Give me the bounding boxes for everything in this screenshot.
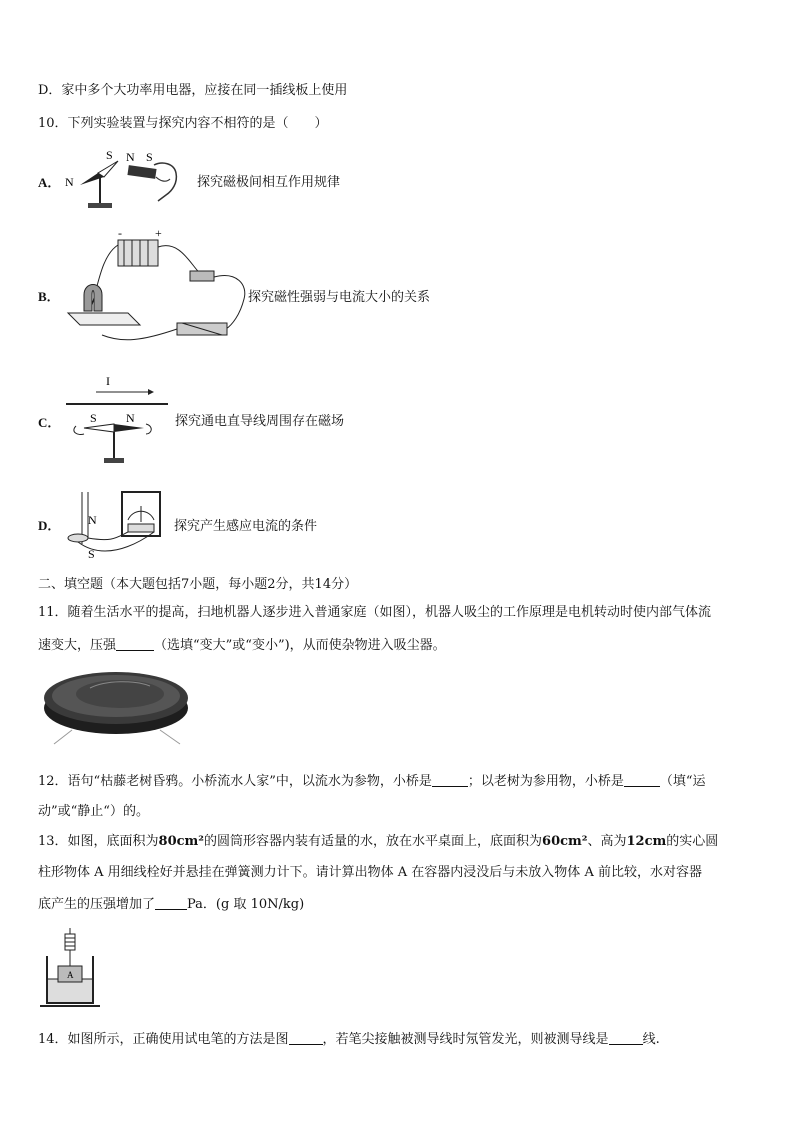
q10-stem: 10．下列实验装置与探究内容不相符的是（ ） xyxy=(38,116,328,131)
fig-d-label-s: S xyxy=(88,547,95,561)
fig-d-label-n: N xyxy=(88,513,97,527)
q13-text-e: 底产生的压强增加了 xyxy=(38,897,156,912)
q13-line-3 xyxy=(38,895,304,914)
q14-answer-blank-2 xyxy=(609,1030,643,1045)
q11-text-a: 速变大，压强 xyxy=(38,638,117,653)
q11-answer-blank xyxy=(116,636,154,651)
fig-a-label-s2: S xyxy=(146,150,153,164)
object-a-label: A xyxy=(67,970,74,980)
q10-option-c-text: 探究通电直导线周围存在磁场 xyxy=(175,414,345,429)
q13-text-c: 、高为 xyxy=(587,834,627,849)
fig-a-label-n2: N xyxy=(126,150,135,164)
induction-galvanometer-figure xyxy=(62,486,174,564)
q12-text-a: 12．语句“枯藤老树昏鸦。小桥流水人家”中，以流水为参物，小桥是 xyxy=(38,774,432,789)
q13-text-d: 的实心圆 xyxy=(666,834,719,849)
q9-option-d: D．家中多个大功率用电器，应接在同一插线板上使用 xyxy=(38,83,348,98)
q13-line-2: 柱形物体 A 用细线栓好并悬挂在弹簧测力计下。请计算出物体 A 在容器内浸没后与未放入物体 A 前比较，水对容器 xyxy=(38,865,702,880)
q13-height: 12cm xyxy=(626,834,667,849)
q12-text-c: （填“运 xyxy=(659,774,706,789)
q11-line-2 xyxy=(38,636,446,655)
fig-b-minus: - xyxy=(118,226,122,240)
q11-text-b: （选填“变大”或“变小”)，从而使杂物进入吸尘器。 xyxy=(154,638,446,653)
compass-magnet-figure xyxy=(62,145,192,215)
robot-vacuum-image xyxy=(42,664,192,748)
fig-c-label-n: N xyxy=(126,411,135,425)
fig-c-label-s: S xyxy=(90,411,97,425)
q13-answer-blank xyxy=(155,895,187,910)
q12-text-b: ；以老树为参用物，小桥是 xyxy=(467,774,624,789)
q13-area-1: 80cm² xyxy=(158,834,205,849)
q14-line-1 xyxy=(38,1030,660,1049)
fig-c-current-label: I xyxy=(106,374,110,388)
q13-area-2: 60cm² xyxy=(542,834,588,849)
section-2-heading: 二、填空题（本大题包括7小题，每小题2分，共14分） xyxy=(38,577,358,592)
q14-text-b: ，若笔尖接触被测导线时氖管发光，则被测导线是 xyxy=(322,1032,609,1047)
q14-text-c: 线. xyxy=(642,1032,660,1047)
q10-option-a-letter: A． xyxy=(38,175,61,190)
electromagnet-circuit-figure xyxy=(62,225,252,350)
q10-option-d-text: 探究产生感应电流的条件 xyxy=(174,519,318,534)
compass-wire-figure xyxy=(62,370,172,466)
q13-line-1 xyxy=(38,833,718,851)
q13-text-f: Pa．(g 取 10N/kg) xyxy=(187,897,305,912)
q12-line-2: 动”或“静止“）的。 xyxy=(38,804,149,819)
q13-text-a: 13．如图，底面积为 xyxy=(38,834,159,849)
fig-a-label-n1: N xyxy=(65,175,74,189)
q14-answer-blank-1 xyxy=(289,1030,323,1045)
spring-scale-container-figure xyxy=(38,926,100,1012)
q12-line-1 xyxy=(38,772,706,791)
q12-answer-blank-2 xyxy=(624,772,660,787)
q10-option-b-text: 探究磁性强弱与电流大小的关系 xyxy=(248,290,431,305)
q10-option-b-letter: B． xyxy=(38,289,60,304)
q10-option-a-text: 探究磁极间相互作用规律 xyxy=(197,175,341,190)
q13-text-b: 的圆筒形容器内装有适量的水，放在水平桌面上，底面积为 xyxy=(204,834,543,849)
fig-a-label-s1: S xyxy=(106,148,113,162)
q10-option-c-letter: C． xyxy=(38,415,61,430)
fig-b-plus: + xyxy=(155,226,162,240)
q11-line-1: 11．随着生活水平的提高，扫地机器人逐步进入普通家庭（如图），机器人吸尘的工作原理是电机转动时使内部气体流 xyxy=(38,605,712,620)
q14-text-a: 14．如图所示，正确使用试电笔的方法是图 xyxy=(38,1032,289,1047)
q12-answer-blank-1 xyxy=(432,772,468,787)
q10-option-d-letter: D． xyxy=(38,518,61,533)
